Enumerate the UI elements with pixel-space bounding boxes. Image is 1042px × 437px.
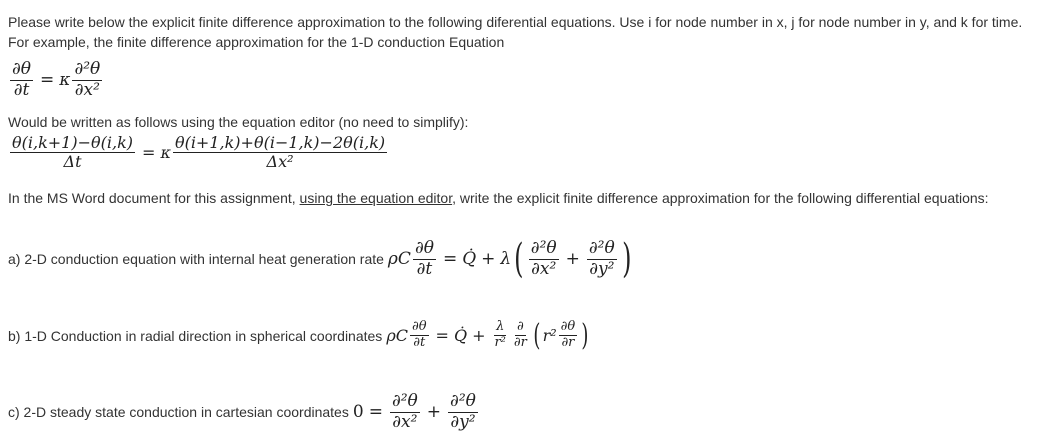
problem-b-rho-c: ρC xyxy=(386,326,408,345)
problem-a-term1-den: ∂x² xyxy=(531,258,557,279)
problem-a-term1 xyxy=(529,239,559,279)
problem-c-term2-den: ∂y² xyxy=(450,411,476,432)
fd-rhs-den: Δx² xyxy=(266,152,294,172)
problem-c-term1 xyxy=(390,392,420,432)
problem-c-term2-num: ∂²θ xyxy=(450,391,476,411)
problem-b-time-derivative xyxy=(410,320,429,351)
problem-c-label: c) 2-D steady state conduction in cartesian coordinates xyxy=(8,404,349,421)
problem-b-r-squared-den: r² xyxy=(494,335,506,350)
problem-c-zero: 0 xyxy=(352,402,364,423)
fd-lhs-den: Δt xyxy=(63,152,82,172)
problem-c-plus: + xyxy=(426,402,442,423)
problem-a-term2-den: ∂y² xyxy=(589,258,615,279)
problem-b-equals: = xyxy=(435,326,449,345)
equation-editor-link[interactable]: using the equation editor xyxy=(299,190,453,206)
problem-b-d: ∂ xyxy=(517,319,524,335)
fd-rhs-num: θ(i+1,k)+θ(i−1,k)−2θ(i,k) xyxy=(174,133,386,152)
problem-b-d-dr xyxy=(512,320,529,351)
problem-b-inner-derivative xyxy=(559,320,578,351)
example-kappa: κ xyxy=(59,70,71,91)
problem-c xyxy=(8,392,480,432)
problem-c-term2 xyxy=(448,392,478,432)
problem-b-r-squared: r² xyxy=(542,326,557,345)
problem-b-inner-dtheta: ∂θ xyxy=(560,319,576,335)
problem-a-rho-c: ρC xyxy=(387,249,411,269)
problem-a-lambda: λ xyxy=(500,249,512,269)
problem-a-time-derivative xyxy=(413,239,436,279)
problem-a-label: a) 2-D conduction equation with internal heat generation rate xyxy=(8,251,384,267)
instructions-text-after: , write the explicit finite difference approximation for the following differential equations: xyxy=(452,190,989,206)
example-equals: = xyxy=(40,70,55,91)
intro-paragraph: Please write below the explicit finite difference approximation to the following diferential equations. Use i for node number in x, j for node number in y, and k for time. For example, the finite difference approximation for the 1-D conduction Equation xyxy=(8,14,1023,50)
fd-lhs-num: θ(i,k+1)−θ(i,k) xyxy=(12,133,134,152)
problem-a-dt: ∂t xyxy=(416,258,433,279)
fd-equals: = xyxy=(142,143,156,163)
example-equation xyxy=(8,60,104,100)
problem-b-lambda-fraction xyxy=(492,320,507,351)
fd-lhs-fraction xyxy=(10,134,135,172)
problem-a xyxy=(8,236,634,282)
problem-a-plus-2: + xyxy=(565,249,580,269)
problem-b xyxy=(8,318,591,353)
problem-b-label: b) 1-D Conduction in radial direction in spherical coordinates xyxy=(8,327,383,344)
problem-b-dtheta: ∂θ xyxy=(411,319,427,335)
instructions-paragraph xyxy=(8,188,1018,208)
problem-b-inner-dr: ∂r xyxy=(561,335,575,350)
problem-b-lambda: λ xyxy=(496,319,505,335)
problem-a-right-paren: ) xyxy=(621,236,632,282)
example-rhs-num: ∂²θ xyxy=(74,59,101,79)
problem-a-plus: + xyxy=(481,249,496,269)
problem-b-plus: + xyxy=(472,326,486,345)
problem-b-equation xyxy=(386,318,591,353)
instructions-text-before: In the MS Word document for this assignment, xyxy=(8,190,300,206)
example-lhs-den: ∂t xyxy=(13,79,30,100)
problem-a-dtheta: ∂θ xyxy=(414,237,434,258)
example-lhs-num: ∂θ xyxy=(12,59,32,79)
problem-c-equals: = xyxy=(368,402,383,423)
fd-kappa: κ xyxy=(160,143,171,163)
problem-b-dt: ∂t xyxy=(413,335,426,350)
fd-equation xyxy=(8,134,389,172)
example-lhs-fraction xyxy=(10,60,33,100)
problem-b-dr: ∂r xyxy=(513,335,527,350)
problem-b-left-paren: ( xyxy=(533,318,541,353)
problem-a-left-paren: ( xyxy=(514,236,524,282)
problem-a-term1-num: ∂²θ xyxy=(530,237,557,258)
problem-b-right-paren: ) xyxy=(581,318,589,353)
problem-b-qdot: Q̇ xyxy=(453,326,468,345)
example-rhs-fraction xyxy=(72,60,102,100)
written-as-paragraph: Would be written as follows using the equation editor (no need to simplify): xyxy=(8,114,469,130)
problem-a-equals: = xyxy=(442,249,458,269)
problem-a-term2-num: ∂²θ xyxy=(588,237,615,258)
problem-a-qdot: Q̇ xyxy=(462,249,477,269)
problem-a-equation xyxy=(388,236,634,282)
problem-c-term1-num: ∂²θ xyxy=(391,391,418,411)
problem-a-term2 xyxy=(587,239,617,279)
problem-c-term1-den: ∂x² xyxy=(392,411,418,432)
fd-rhs-fraction xyxy=(173,134,387,172)
example-rhs-den: ∂x² xyxy=(74,79,100,100)
problem-c-equation xyxy=(353,392,480,432)
